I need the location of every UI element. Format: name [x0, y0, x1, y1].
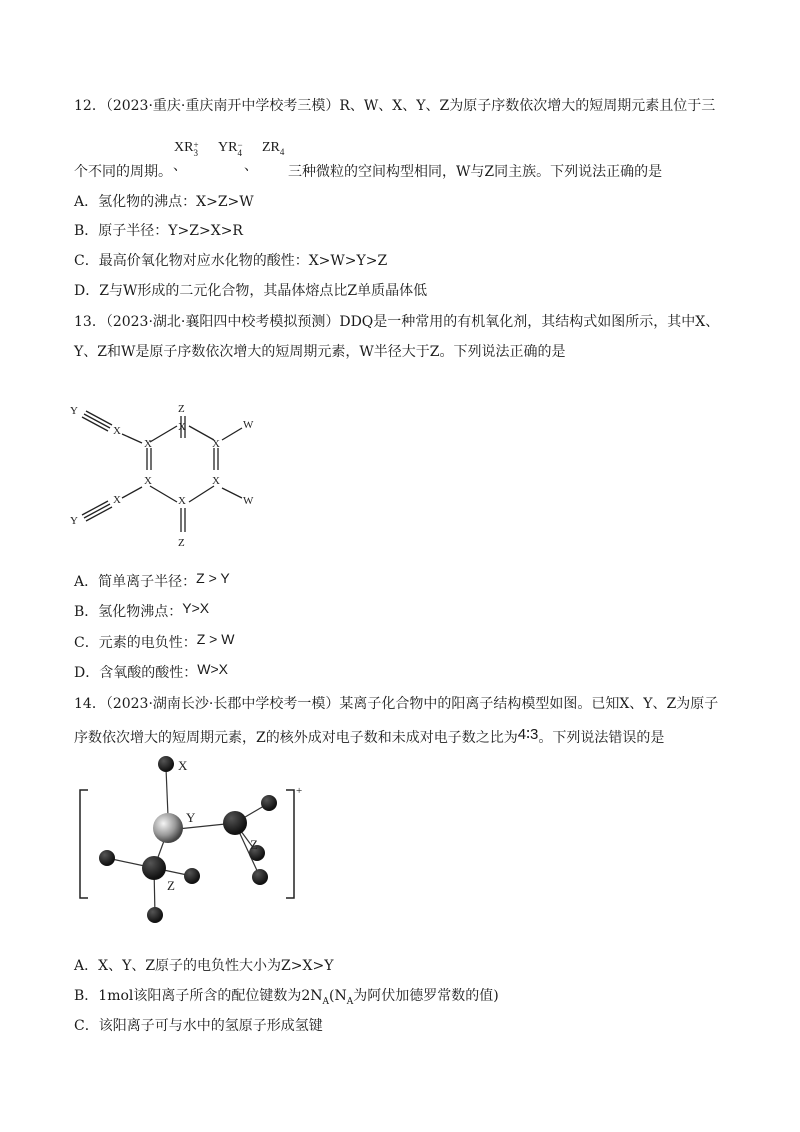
- q12-stem-line2: [74, 162, 172, 182]
- q14-ratio: 4∶3: [517, 726, 539, 743]
- q12-ion-yr4: YR − 4: [218, 140, 243, 158]
- q13-stem-line2: Y、Z和W是原子序数依次增大的短周期元素，W半径大于Z。下列说法正确的是: [74, 344, 566, 360]
- model-label-z2: Z: [167, 878, 175, 893]
- ddq-atom-z-bottom: Z: [178, 537, 185, 549]
- atom-y: [153, 813, 183, 843]
- q12-stem-line2-end: 三种微粒的空间构型相同，W与Z同主族。下列说法正确的是: [288, 164, 663, 180]
- atom-x-7: [147, 907, 163, 923]
- q12-ion-zr4: $ZR_4$: [262, 140, 285, 157]
- atom-x-4: [252, 869, 268, 885]
- ddq-atom-x-8: X: [113, 494, 121, 506]
- ddq-atom-y-2: Y: [70, 515, 78, 527]
- q13-option-b: B．氢化物沸点：Y>X: [74, 600, 210, 620]
- model-label-y: Y: [186, 810, 196, 825]
- q14-stem-line2: 序数依次增大的短周期元素，Z的核外成对电子数和未成对电子数之比为4∶3。下列说法错误的是: [74, 726, 665, 746]
- q12-option-a: A．氢化物的沸点：X>Z>W: [74, 194, 254, 210]
- q14-option-b: B．1mol该阳离子所含的配位键数为$2N_A(N_A$为阿伏加德罗常数的值): [74, 988, 499, 1007]
- ddq-atom-w-1: W: [243, 419, 254, 431]
- ddq-atom-z-top: Z: [178, 403, 185, 415]
- q12-option-c: C．最高价氧化物对应水化物的酸性：X>W>Y>Z: [74, 253, 388, 269]
- q12-option-b: B．原子半径：Y>Z>X>R: [74, 223, 243, 239]
- q12-stem-line1: 12．（2023·重庆·重庆南开中学校考三模）R、W、X、Y、Z为原子序数依次增大的短周期元素且位于三: [74, 98, 716, 114]
- ddq-atom-x-4: X: [144, 475, 152, 487]
- ddq-atom-x-6: X: [178, 495, 186, 507]
- ddq-atom-x-3: X: [212, 438, 220, 450]
- atom-x-6: [184, 868, 200, 884]
- ddq-atom-x-5: X: [212, 475, 220, 487]
- atom-z-right: [223, 811, 247, 835]
- q13-option-d: D．含氧酸的酸性：W>X: [74, 661, 228, 681]
- atom-x: [158, 756, 174, 772]
- q14-option-c: C．该阳离子可与水中的氢原子形成氢键: [74, 1018, 323, 1034]
- ddq-atom-w-2: W: [243, 495, 254, 507]
- q12-sep1: 、: [173, 159, 187, 174]
- ddq-structure-diagram: [70, 398, 270, 558]
- ddq-atom-x-2: X: [144, 438, 152, 450]
- q14-option-a: A．X、Y、Z原子的电负性大小为Z>X>Y: [74, 958, 334, 974]
- q14-stem-line1: 14．（2023·湖南长沙·长郡中学校考一模）某离子化合物中的阳离子结构模型如图。已知X、Y、Z为原子: [74, 696, 719, 712]
- ddq-atom-x-7: X: [113, 425, 121, 437]
- ddq-atom-y-1: Y: [70, 405, 78, 417]
- q12-option-d: D．Z与W形成的二元化合物，其晶体熔点比Z单质晶体低: [74, 283, 428, 299]
- q12-ion-xr3: XR + 3: [174, 140, 199, 158]
- model-label-x: X: [178, 758, 188, 773]
- model-charge: +: [296, 785, 303, 797]
- q13-option-a: A．简单离子半径：Z > Y: [74, 570, 230, 590]
- q12-sep2: 、: [244, 159, 258, 174]
- atom-x-2: [261, 795, 277, 811]
- q12-stem-line2-start: 个不同的周期。: [74, 164, 172, 180]
- q13-option-c: C．元素的电负性：Z > W: [74, 631, 235, 651]
- atom-x-5: [99, 850, 115, 866]
- cation-ball-model: [74, 750, 314, 932]
- q13-stem-line1: 13．（2023·湖北·襄阳四中校考模拟预测）DDQ是一种常用的有机氧化剂，其结构式如图所示，其中X、: [74, 314, 720, 330]
- atom-z-bottom: [142, 856, 166, 880]
- ddq-atom-x-1: X: [178, 421, 186, 433]
- model-label-z1: Z: [250, 837, 258, 852]
